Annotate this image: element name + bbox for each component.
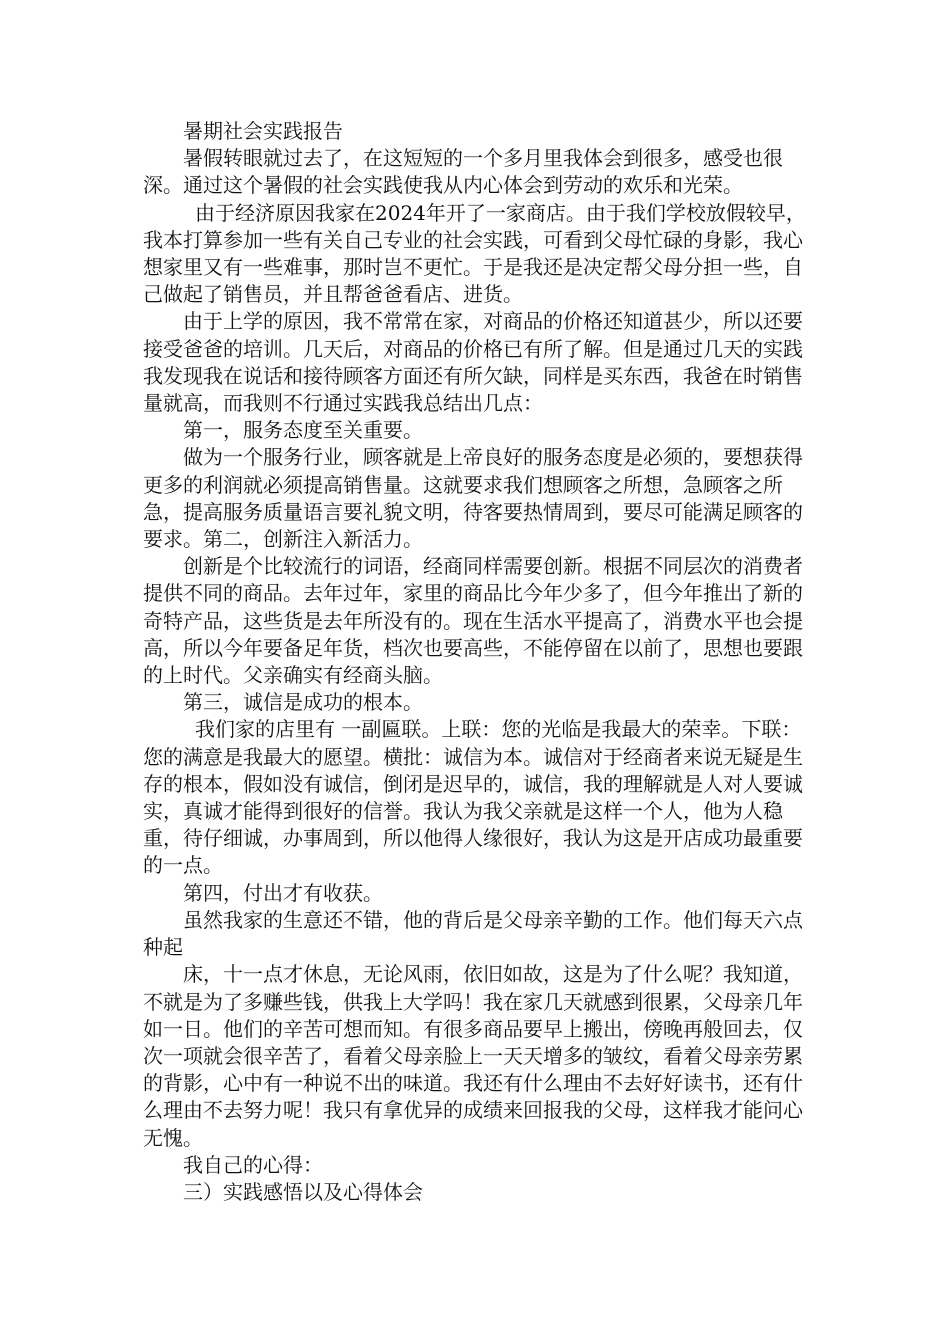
paragraph-intro: 暑假转眼就过去了，在这短短的一个多月里我体会到很多，感受也很深。通过这个暑假的社会实践使我从内心体会到劳动的欢乐和光荣。 (143, 146, 783, 198)
paragraph-training: 由于上学的原因，我不常常在家，对商品的价格还知道甚少，所以还要接受爸爸的培训。几天后，对商品的价格已有所了解。但是通过几天的实践我发现我在说话和接待顾客方面还有所欠缺，同样是买东西，我爸在时销售量就高，而我则不行通过实践我总结出几点： (143, 309, 803, 416)
paragraph-effort-continued: 床，十一点才休息，无论风雨，依旧如故，这是为了什么呢？我知道，不就是为了多赚些钱，供我上大学吗！我在家几天就感到很累，父母亲几年如一日。他们的辛苦可想而知。有很多商品要早上搬出，傍晚再般回去，仅次一项就会很辛苦了，看着父母亲脸上一天天增多的皱纹，看着父母亲劳累的背影，心中有一种说不出的味道。我还有什么理由不去好好读书，还有什么理由不去努力呢！我只有拿优异的成绩来回报我的父母，这样我才能问心无愧。 (143, 962, 803, 1150)
paragraph-innovation: 创新是个比较流行的词语，经商同样需要创新。根据不同层次的消费者提供不同的商品。去年过年，家里的商品比今年少多了，但今年推出了新的奇特产品，这些货是去年所没有的。现在生活水平提高了，消费水平也会提高，所以今年要备足年货，档次也要高些，不能停留在以前了，思想也要跟的上时代。父亲确实有经商头脑。 (143, 554, 803, 688)
paragraph-service: 做为一个服务行业，顾客就是上帝良好的服务态度是必须的，要想获得更多的利润就必须提高销售量。这就要求我们想顾客之所想，急顾客之所急，提高服务质量语言要礼貌文明，待客要热情周到，要尽可能满足顾客的要求。第二，创新注入新活力。 (143, 445, 803, 552)
document-title: 暑期社会实践报告 (183, 119, 343, 143)
heading-point-three: 第三，诚信是成功的根本。 (183, 690, 423, 715)
heading-section-three: 三）实践感悟以及心得体会 (183, 1179, 423, 1204)
heading-my-reflection: 我自己的心得： (183, 1152, 323, 1177)
paragraph-effort-start: 虽然我家的生意还不错，他的背后是父母亲辛勤的工作。他们每天六点种起 (143, 907, 803, 960)
heading-point-four: 第四，付出才有收获。 (183, 880, 383, 905)
paragraph-family-store: 由于经济原因我家在2024年开了一家商店。由于我们学校放假较早，我本打算参加一些有关自己专业的社会实践，可看到父母忙碌的身影，我心想家里又有一些难事，那时岂不更忙。于是我还是决定帮父母分担一些，自己做起了销售员，并且帮爸爸看店、进货。 (143, 200, 806, 307)
document-body (143, 118, 813, 1206)
paragraph-integrity: 我们家的店里有 一副匾联。上联：您的光临是我最大的荣幸。下联：您的满意是我最大的愿望。横批：诚信为本。诚信对于经商者来说无疑是生存的根本，假如没有诚信，倒闭是迟早的，诚信，我的理解就是人对人要诚实，真诚才能得到很好的信誉。我认为我父亲就是这样一个人，他为人稳重，待仔细诚，办事周到，所以他得人缘很好，我认为这是开店成功最重要的一点。 (143, 717, 803, 878)
heading-point-one: 第一，服务态度至关重要。 (183, 418, 423, 443)
